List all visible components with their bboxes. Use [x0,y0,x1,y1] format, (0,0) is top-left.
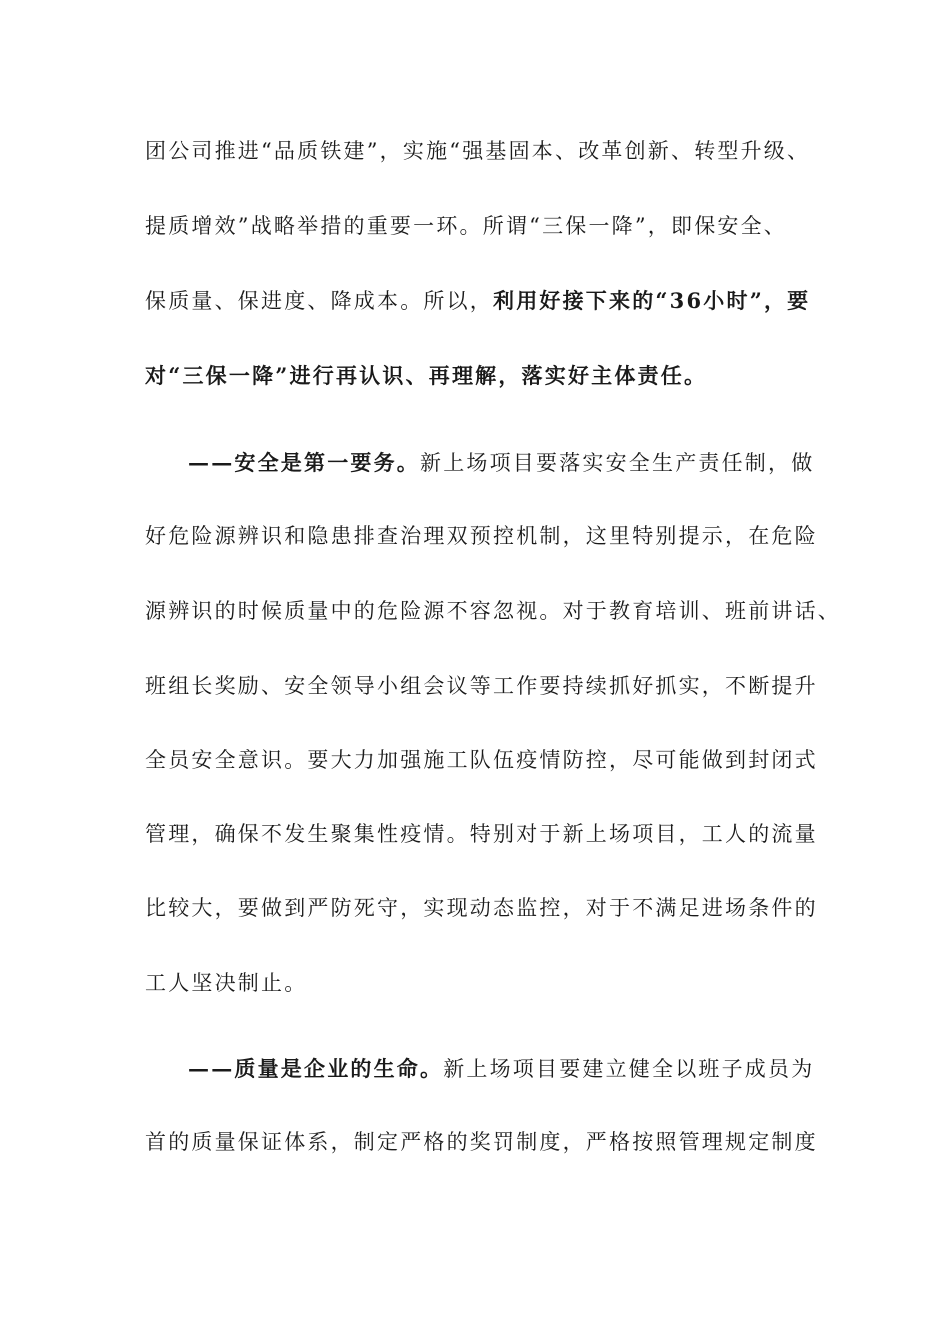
paragraph-2-line-7: 比较大，要做到严防死守，实现动态监控，对于不满足进场条件的 [145,896,818,920]
paragraph-1-line-2: 提质增效”战略举措的重要一环。所谓“三保一降”，即保安全、 [145,214,788,238]
paragraph-1-line-1: 团公司推进“品质铁建”，实施“强基固本、改革创新、转型升级、 [145,139,811,163]
paragraph-2-line-3: 源辨识的时候质量中的危险源不容忽视。对于教育培训、班前讲话、 [145,599,841,623]
paragraph-3-line-1-text: 新上场项目要建立健全以班子成员为 [443,1057,815,1081]
paragraph-2-line-4: 班组长奖励、安全领导小组会议等工作要持续抓好抓实，不断提升 [145,674,818,698]
paragraph-1-line-4-emphasis: 对“三保一降”进行再认识、再理解，落实好主体责任。 [145,363,708,388]
section-heading-safety: ——安全是第一要务。 [188,450,420,475]
paragraph-2-line-8: 工人坚决制止。 [145,971,308,995]
paragraph-2-line-2: 好危险源辨识和隐患排查治理双预控机制，这里特别提示，在危险 [145,524,818,548]
paragraph-3-line-2: 首的质量保证体系，制定严格的奖罚制度，严格按照管理规定制度 [145,1130,818,1154]
paragraph-2-line-1-text: 新上场项目要落实安全生产责任制，做 [420,451,815,475]
section-heading-quality: ——质量是企业的生命。 [188,1056,444,1081]
paragraph-3-line-1 [188,1054,814,1084]
paragraph-2-line-1 [188,448,814,478]
paragraph-1-line-3-emphasis: 利用好接下来的“36小时”，要 [493,288,811,313]
paragraph-2-line-5: 全员安全意识。要大力加强施工队伍疫情防控，尽可能做到封闭式 [145,748,818,772]
paragraph-2-line-6: 管理，确保不发生聚集性疫情。特别对于新上场项目，工人的流量 [145,822,818,846]
paragraph-1-line-3-text: 保质量、保进度、降成本。所以， [145,289,493,313]
paragraph-1-line-3 [145,286,810,316]
